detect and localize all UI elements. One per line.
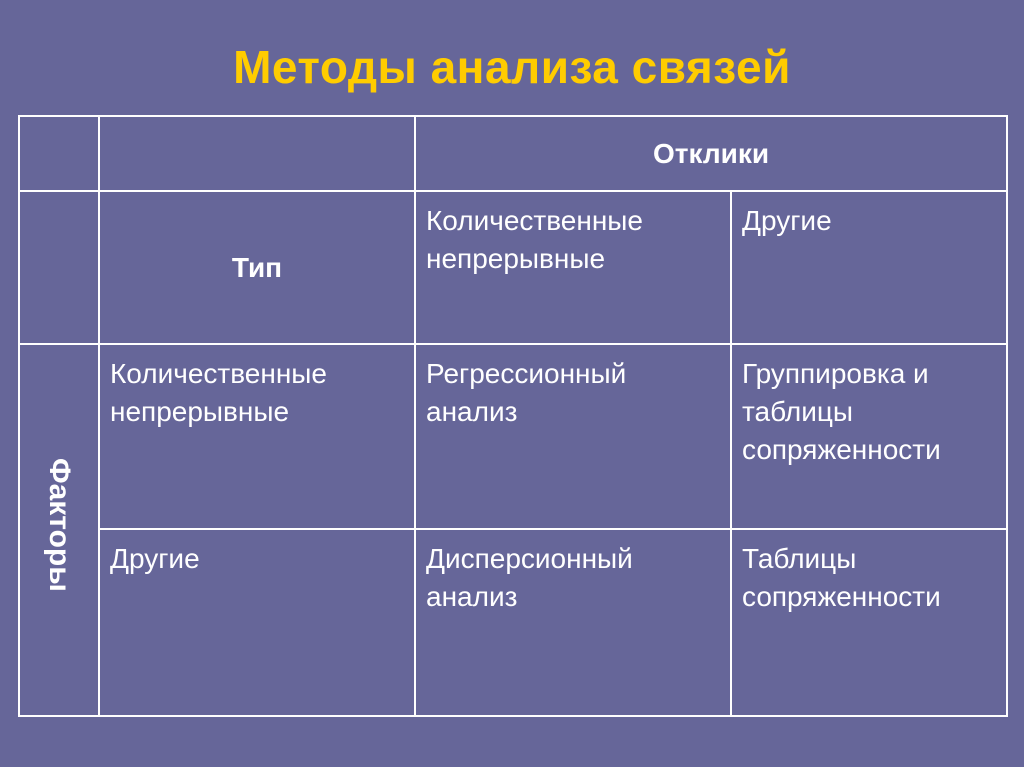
factors-label-cell [19, 344, 99, 716]
method-anova-label: Дисперсионный анализ [426, 543, 633, 612]
empty-factor-cell [19, 191, 99, 344]
responses-header: Отклики [415, 116, 1007, 191]
method-anova [415, 529, 731, 716]
corner-cell-type [99, 116, 415, 191]
method-grouping-contingency [731, 344, 1007, 529]
slide-title: Методы анализа связей [233, 41, 791, 93]
response-types-row [19, 191, 1007, 344]
method-regression [415, 344, 731, 529]
response-type-other-label: Другие [742, 205, 832, 236]
method-regression-label: Регрессионный анализ [426, 358, 627, 427]
methods-table [18, 115, 1008, 717]
factor-type-quantitative [99, 344, 415, 529]
factor-type-quantitative-label: Количественные непрерывные [110, 358, 327, 427]
factors-label: Факторы [43, 458, 76, 592]
response-type-quantitative-label: Количественные непрерывные [426, 205, 643, 274]
table-header-row [19, 116, 1007, 191]
factor-type-other-label: Другие [110, 543, 200, 574]
corner-cell-factor [19, 116, 99, 191]
method-contingency [731, 529, 1007, 716]
type-header: Тип [99, 191, 415, 344]
method-contingency-label: Таблицы сопряженности [742, 543, 941, 612]
method-grouping-contingency-label: Группировка и таблицы сопряженности [742, 358, 941, 465]
response-type-other [731, 191, 1007, 344]
table-row [19, 529, 1007, 716]
factor-type-other [99, 529, 415, 716]
table-row [19, 344, 1007, 529]
response-type-quantitative [415, 191, 731, 344]
